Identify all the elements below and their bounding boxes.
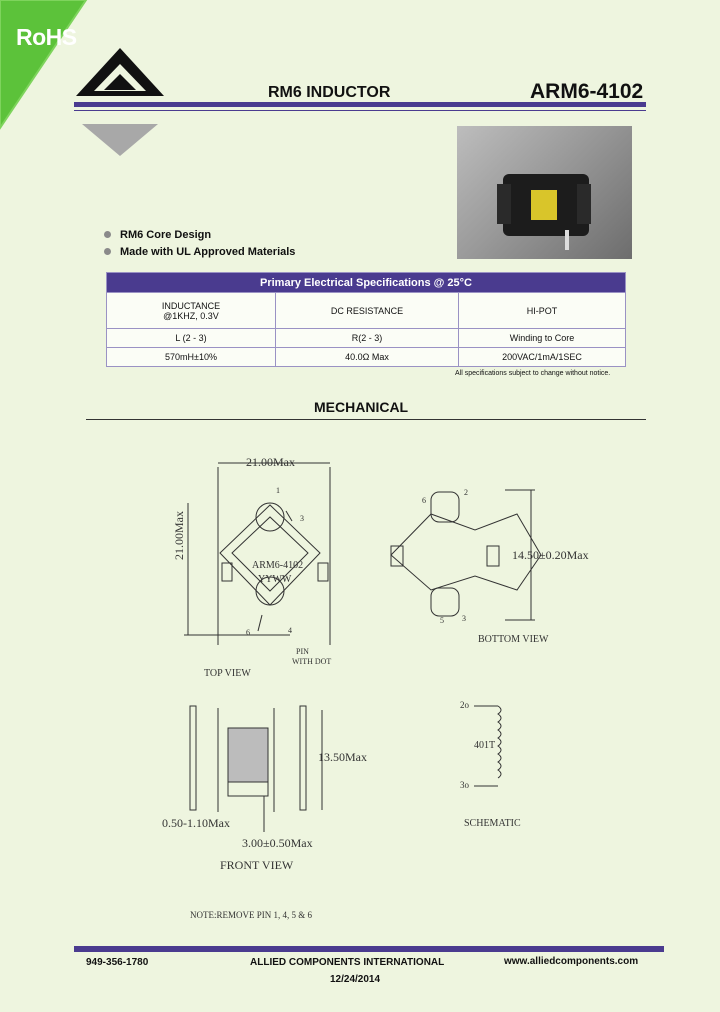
bullet-icon: [104, 231, 111, 238]
pin-label: 4: [288, 626, 292, 635]
top-view-width-dim: 21.00Max: [246, 455, 295, 469]
spec-heading: DC RESISTANCE: [276, 293, 459, 329]
feature-text: RM6 Core Design: [120, 228, 212, 241]
pin-note: PIN: [296, 647, 309, 656]
part-number: ARM6-4102: [530, 80, 644, 103]
top-view-marking: ARM6-4102: [252, 560, 304, 571]
product-photo: [457, 126, 632, 259]
footer-company: ALLIED COMPONENTS INTERNATIONAL: [250, 957, 445, 968]
pin-label: 5: [440, 616, 444, 625]
spec-value: 200VAC/1mA/1SEC: [459, 348, 626, 367]
list-item: [104, 243, 295, 260]
spec-value: 570mH±10%: [107, 348, 276, 367]
top-view-height-dim: 21.00Max: [172, 511, 186, 560]
bottom-view-height-dim: 14.50±0.20Max: [512, 548, 589, 562]
pin-label: 6: [246, 628, 250, 637]
schematic-pin-top: 2o: [460, 700, 469, 710]
feature-text: Made with UL Approved Materials: [120, 245, 296, 258]
bottom-view-label: BOTTOM VIEW: [478, 634, 549, 645]
footer-date: 12/24/2014: [330, 974, 381, 985]
page-title: RM6 INDUCTOR: [268, 84, 391, 101]
mechanical-title: MECHANICAL: [314, 399, 409, 415]
top-view-datecode: YYWW: [258, 574, 292, 585]
front-view-height-dim: 13.50Max: [318, 750, 367, 764]
section-rule: [86, 419, 646, 420]
spec-note: All specifications subject to change without notice.: [455, 370, 611, 377]
footer-rule: [74, 946, 664, 952]
pin-label: 3: [300, 514, 304, 523]
pin-label: 2: [464, 488, 468, 497]
pin-label: 1: [276, 486, 280, 495]
schematic-pin-bottom: 3o: [460, 780, 469, 790]
schematic-turns: 401T: [474, 740, 496, 751]
pin-label: 6: [422, 496, 426, 505]
front-view-label: FRONT VIEW: [220, 858, 294, 872]
spec-table: [106, 272, 626, 367]
bullet-icon: [104, 248, 111, 255]
spec-label: R(2 - 3): [276, 329, 459, 348]
footer-phone: 949-356-1780: [86, 957, 149, 968]
spec-heading: HI-POT: [459, 293, 626, 329]
front-view-pin-dim: 0.50-1.10Max: [162, 816, 230, 830]
spec-value: 40.0Ω Max: [276, 348, 459, 367]
feature-list: [104, 226, 295, 260]
rohs-label: RoHS: [16, 24, 77, 50]
pin-note: WITH DOT: [292, 657, 332, 666]
spec-heading: INDUCTANCE @1KHZ, 0.3V: [107, 293, 276, 329]
header-rule-thin: [74, 110, 646, 111]
spec-table-title: Primary Electrical Specifications @ 25°C: [107, 273, 626, 293]
mechanical-note: NOTE:REMOVE PIN 1, 4, 5 & 6: [190, 910, 312, 920]
spec-label: Winding to Core: [459, 329, 626, 348]
top-view-label: TOP VIEW: [204, 668, 251, 679]
schematic-label: SCHEMATIC: [464, 818, 521, 829]
front-view-pitch-dim: 3.00±0.50Max: [242, 836, 313, 850]
list-item: [104, 226, 295, 243]
spec-label: L (2 - 3): [107, 329, 276, 348]
footer-website[interactable]: www.alliedcomponents.com: [504, 956, 639, 967]
pin-label: 3: [462, 614, 466, 623]
